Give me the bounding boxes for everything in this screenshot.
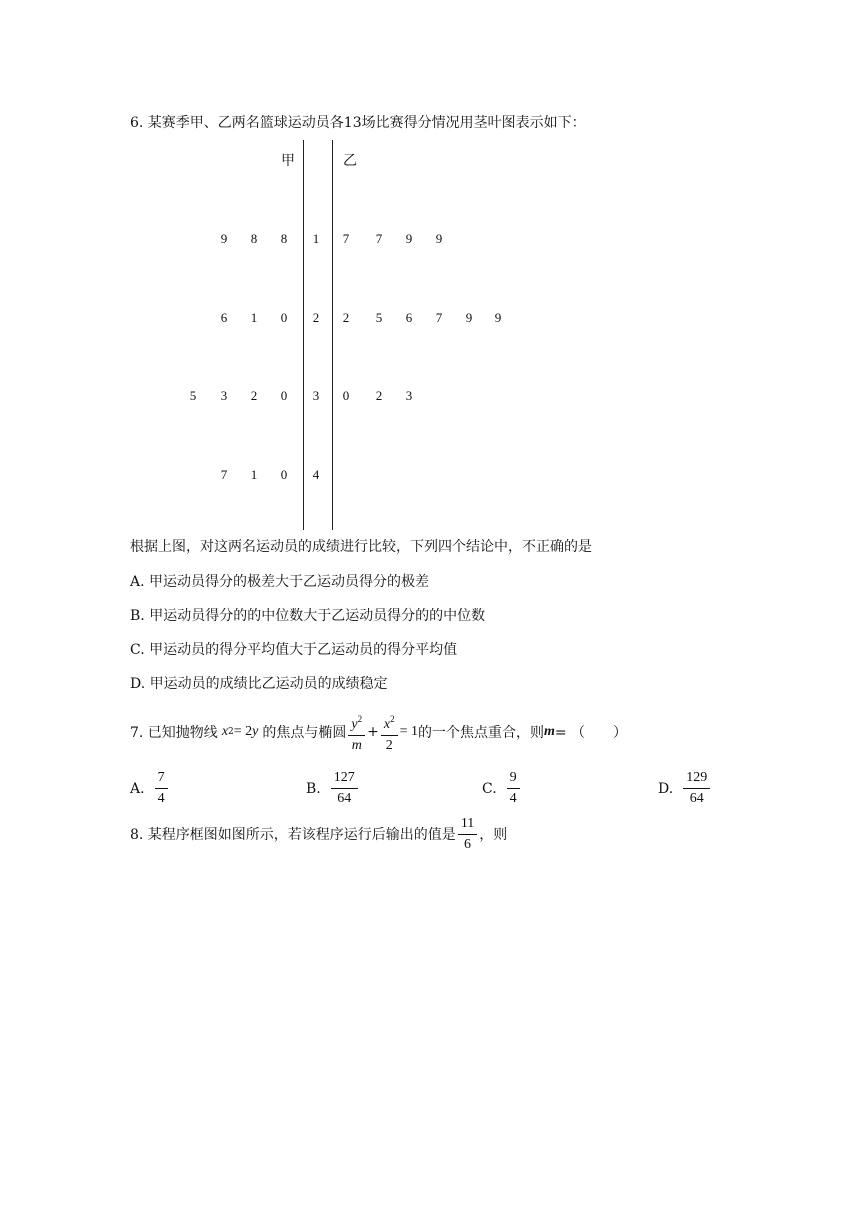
right-leaf: 2 — [342, 310, 350, 325]
plus-sign: + — [367, 724, 379, 740]
parabola-var-y: y — [252, 724, 259, 739]
frac2-den: 2 — [385, 737, 393, 753]
left-leaf: 9 — [220, 231, 228, 246]
right-leaf: 2 — [375, 388, 383, 403]
option-den: 64 — [689, 791, 704, 806]
ellipse-frac-2 — [381, 711, 398, 754]
option-num: 127 — [331, 770, 358, 789]
right-leaf: 0 — [342, 388, 350, 403]
q7-stem — [130, 710, 627, 754]
left-leaf: 5 — [189, 388, 197, 403]
q7-suffix: 的一个焦点重合，则 — [417, 725, 544, 741]
right-header: 乙 — [343, 153, 357, 169]
q7-prefix: 7. 已知抛物线 — [130, 725, 218, 741]
q6-option-b: B. 甲运动员得分的的中位数大于乙运动员得分的的中位数 — [130, 608, 486, 624]
parabola-eq: = 2 — [233, 724, 253, 739]
left-leaf: 0 — [280, 467, 288, 482]
right-leaf: 6 — [405, 310, 413, 325]
left-leaf: 8 — [250, 231, 258, 246]
q6-prompt: 根据上图，对这两名运动员的成绩进行比较，下列四个结论中，不正确的是 — [130, 539, 592, 555]
right-leaf: 9 — [465, 310, 473, 325]
frac2-num-var: x — [383, 716, 391, 732]
left-leaf: 0 — [280, 388, 288, 403]
q8-stem — [130, 812, 507, 856]
q8-frac — [458, 816, 477, 853]
frac1-num-exp: 2 — [357, 713, 363, 724]
q7-option-d — [658, 770, 712, 807]
option-num: 7 — [155, 770, 168, 789]
frac2-num-exp: 2 — [390, 713, 395, 724]
option-den: 64 — [337, 791, 352, 806]
stem-divider-right — [332, 140, 333, 530]
ellipse-frac-1 — [348, 711, 365, 754]
left-header: 甲 — [281, 153, 295, 169]
right-leaf: 9 — [405, 231, 413, 246]
q7-option-b — [306, 770, 360, 807]
q6-option-a: A. 甲运动员得分的极差大于乙运动员得分的极差 — [130, 574, 430, 590]
parabola-exp: 2 — [228, 727, 234, 737]
q6-stem: 6. 某赛季甲、乙两名篮球运动员各13场比赛得分情况用茎叶图表示如下： — [130, 115, 586, 131]
option-num: 129 — [683, 770, 710, 789]
left-leaf: 7 — [220, 467, 228, 482]
left-leaf: 1 — [250, 467, 258, 482]
option-label: B. — [306, 780, 321, 797]
left-leaf: 0 — [280, 310, 288, 325]
option-label: A. — [130, 780, 145, 797]
q7-option-a — [130, 770, 170, 807]
q8-frac-den: 6 — [464, 836, 472, 852]
parabola-var-x: x — [221, 724, 229, 739]
left-leaf: 8 — [280, 231, 288, 246]
q7-tail: = （ ） — [554, 725, 628, 741]
q7-option-c — [482, 770, 522, 807]
left-leaf: 3 — [220, 388, 228, 403]
q8-suffix: ，则 — [479, 827, 508, 843]
right-leaf: 5 — [375, 310, 383, 325]
right-leaf: 7 — [435, 310, 443, 325]
stem-value: 3 — [312, 388, 320, 403]
right-leaf: 7 — [375, 231, 383, 246]
option-den: 4 — [157, 791, 165, 806]
right-leaf: 7 — [342, 231, 350, 246]
stem-value: 2 — [312, 310, 320, 325]
stem-divider-left — [303, 140, 304, 530]
stem-value: 1 — [312, 231, 320, 246]
frac1-num-var: y — [351, 716, 358, 732]
m-var: m — [543, 724, 555, 739]
option-label: D. — [658, 780, 674, 797]
right-leaf: 9 — [435, 231, 443, 246]
left-leaf: 6 — [220, 310, 228, 325]
right-leaf: 3 — [405, 388, 413, 403]
option-label: C. — [482, 780, 497, 797]
stem-value: 4 — [312, 467, 320, 482]
left-leaf: 1 — [250, 310, 258, 325]
ellipse-eq: = 1 — [399, 724, 418, 739]
q8-prefix: 8. 某程序框图如图所示，若该程序运行后输出的值是 — [130, 827, 456, 843]
q8-frac-num: 11 — [458, 816, 477, 835]
right-leaf: 9 — [494, 310, 502, 325]
option-num: 9 — [507, 770, 520, 789]
option-den: 4 — [509, 791, 517, 806]
q6-option-d: D. 甲运动员的成绩比乙运动员的成绩稳定 — [130, 676, 388, 692]
q6-option-c: C. 甲运动员的得分平均值大于乙运动员的得分平均值 — [130, 642, 458, 658]
q7-mid: 的焦点与椭圆 — [262, 725, 347, 741]
frac1-den: m — [351, 737, 362, 753]
left-leaf: 2 — [250, 388, 258, 403]
